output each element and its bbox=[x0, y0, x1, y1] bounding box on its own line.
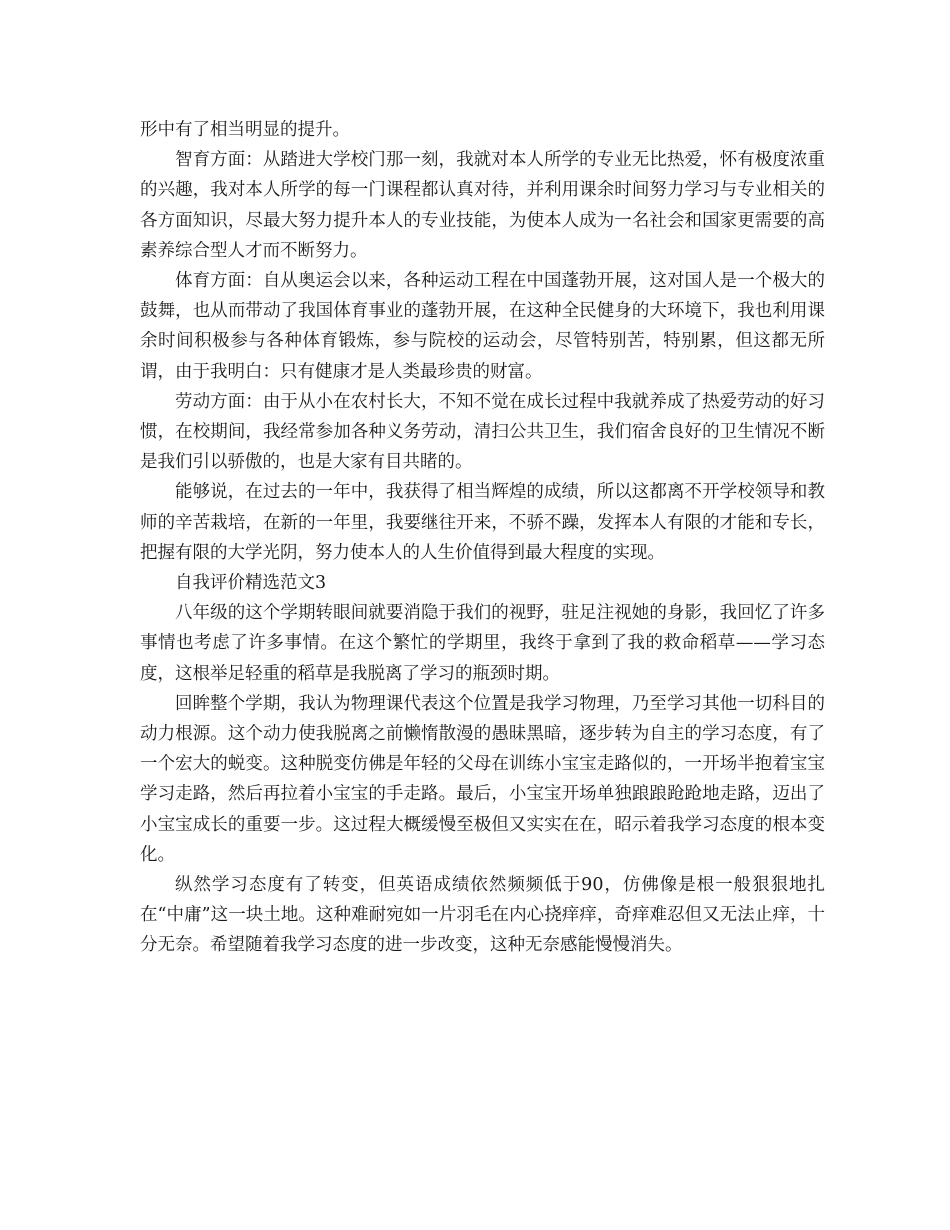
section-heading: 自我评价精选范文3 bbox=[175, 573, 327, 594]
paragraph-labor: 劳动方面：由于从小在农村长大，不知不觉在成长过程中我就养成了热爱劳动的好习惯，在校期间，我经常参加各种义务劳动，清扫公共卫生，我们宿舍良好的卫生情况不断是我们引以骄傲的，也是大家有目共睹的。 bbox=[140, 391, 825, 473]
paragraph-continuation: 形中有了相当明显的提升。 bbox=[140, 120, 350, 140]
document-body bbox=[140, 115, 825, 961]
paragraph-intellectual: 智育方面：从踏进大学校门那一刻，我就对本人所学的专业无比热爱，怀有极度浓重的兴趣，我对本人所学的每一门课程都认真对待，并利用课余时间努力学习与专业相关的各方面知识，尽最大努力提升本人的专业技能，为使本人成为一名社会和国家更需要的高素养综合型人才而不断努力。 bbox=[140, 150, 825, 261]
paragraph-summary: 能够说，在过去的一年中，我获得了相当辉煌的成绩，所以这都离不开学校领导和教师的辛苦栽培，在新的一年里，我要继往开来，不骄不躁，发挥本人有限的才能和专长，把握有限的大学光阴，努力使本人的人生价值得到最大程度的实现。 bbox=[140, 482, 825, 563]
paragraph-semester: 八年级的这个学期转眼间就要消隐于我们的视野，驻足注视她的身影，我回忆了许多事情也考虑了许多事情。在这个繁忙的学期里，我终于拿到了我的救命稻草——学习态度，这根举足轻重的稻草是我脱离了学习的瓶颈时期。 bbox=[140, 603, 825, 684]
paragraph-sports: 体育方面：自从奥运会以来，各种运动工程在中国蓬勃开展，这对国人是一个极大的鼓舞，也从而带动了我国体育事业的蓬勃开展，在这种全民健身的大环境下，我也利用课余时间积极参与各种体育锻炼，参与院校的运动会，尽管特别苦，特别累，但这都无所谓，由于我明白：只有健康才是人类最珍贵的财富。 bbox=[140, 271, 825, 382]
paragraph-physics: 回眸整个学期，我认为物理课代表这个位置是我学习物理，乃至学习其他一切科目的动力根源。这个动力使我脱离之前懒惰散漫的愚昧黑暗，逐步转为自主的学习态度，有了一个宏大的蜕变。这种脱变仿佛是年轻的父母在训练小宝宝走路似的，一开场半抱着宝宝学习走路，然后再拉着小宝宝的手走路。最后，小宝宝开场单独踉踉跄跄地走路，迈出了小宝宝成长的重要一步。这过程大概缓慢至极但又实实在在，昭示着我学习态度的根本变化。 bbox=[140, 693, 825, 865]
paragraph-english: 纵然学习态度有了转变，但英语成绩依然频频低于90，仿佛像是根一般狠狠地扎在“中庸”这一块土地。这种难耐宛如一片羽毛在内心挠痒痒，奇痒难忍但又无法止痒，十分无奈。希望随着我学习态度的进一步改变，这种无奈感能慢慢消失。 bbox=[140, 875, 825, 956]
